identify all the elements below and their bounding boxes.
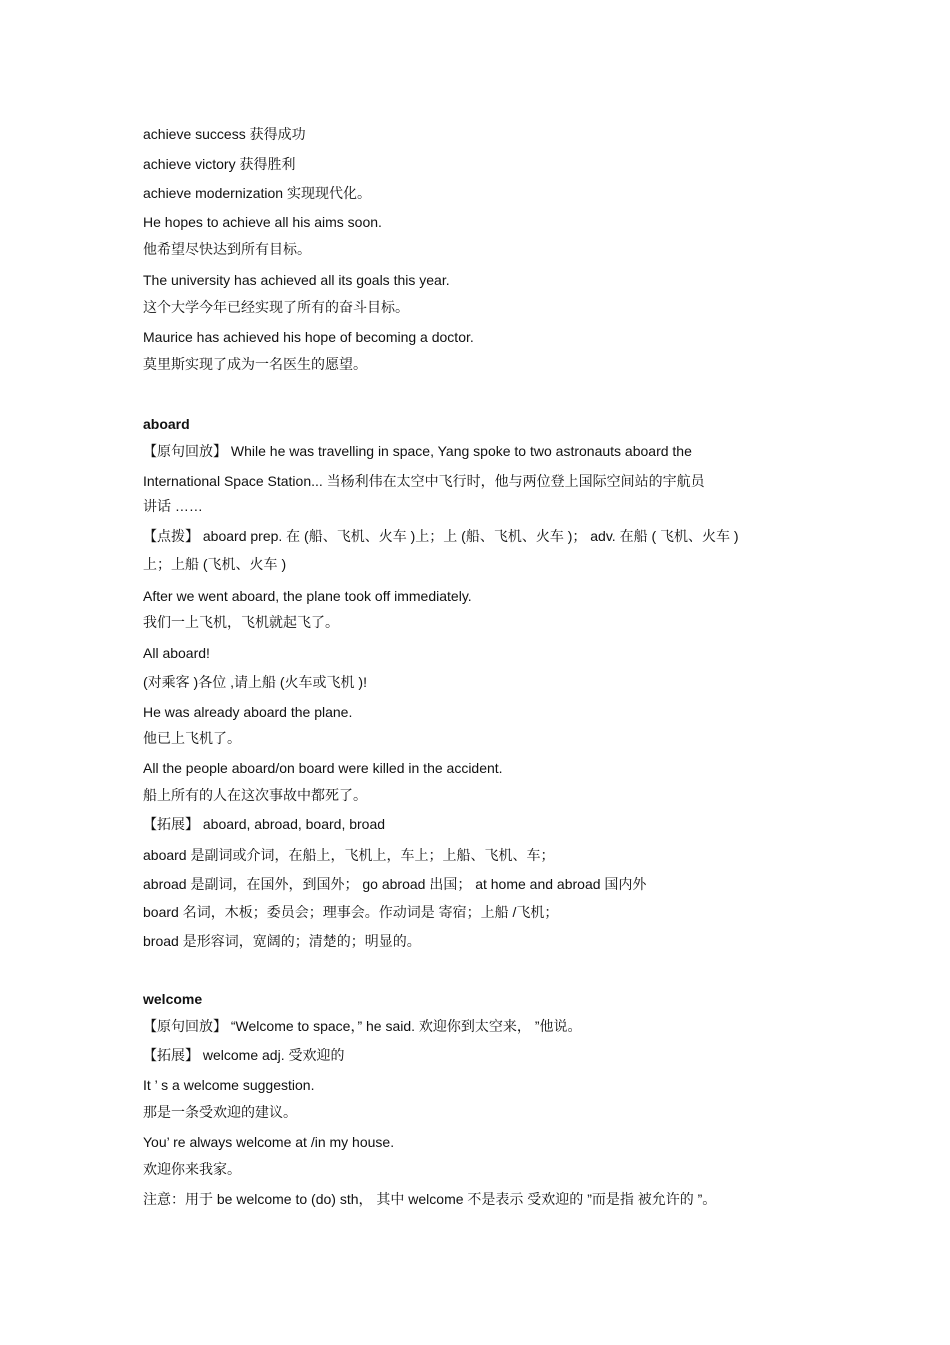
text-line: 【拓展】 welcome adj. 受欢迎的 <box>143 1047 345 1063</box>
text-line: board 名词，木板；委员会；理事会。作动词是 寄宿；上船 /飞机； <box>143 904 559 920</box>
section-heading: welcome <box>143 991 203 1007</box>
example-sentence: He hopes to achieve all his aims soon. <box>143 214 382 230</box>
text-line: aboard 是副词或介词，在船上，飞机上，车上；上船、飞机、车； <box>143 847 555 863</box>
text-line: abroad 是副词，在国外，到国外； go abroad 出国； at home and abroad 国内外 <box>143 876 647 892</box>
example-translation: 我们一上飞机，飞机就起飞了。 <box>143 614 339 630</box>
text-line: achieve modernization 实现现代化。 <box>143 185 371 201</box>
example-translation: 欢迎你来我家。 <box>143 1161 241 1177</box>
text-line: 讲话 …… <box>143 498 203 514</box>
example-translation: 他希望尽快达到所有目标。 <box>143 241 311 257</box>
example-sentence: You’ re always welcome at /in my house. <box>143 1134 395 1150</box>
example-sentence: He was already aboard the plane. <box>143 704 353 720</box>
text-line: achieve victory 获得胜利 <box>143 156 296 172</box>
note-line: 注意：用于 be welcome to (do) sth， 其中 welcome 不是表示 受欢迎的 ”而是指 被允许的 ”。 <box>143 1191 717 1207</box>
example-sentence: Maurice has achieved his hope of becoming a doctor. <box>143 329 474 345</box>
text-line: International Space Station... 当杨利伟在太空中飞行时，他与两位登上国际空间站的宇航员 <box>143 473 705 489</box>
example-sentence: All the people aboard/on board were killed in the accident. <box>143 760 503 776</box>
text-line: 【原句回放】 “Welcome to space，” he said. 欢迎你到太空来， ”他说。 <box>143 1018 582 1034</box>
example-translation: 那是一条受欢迎的建议。 <box>143 1104 297 1120</box>
text-line: 【拓展】 aboard, abroad, board, broad <box>143 816 386 832</box>
example-translation: 他已上飞机了。 <box>143 730 241 746</box>
example-translation: (对乘客 )各位 ,请上船 (火车或飞机 )! <box>143 674 367 690</box>
text-line: 上；上船 (飞机、火车 ) <box>143 556 287 572</box>
example-translation: 莫里斯实现了成为一名医生的愿望。 <box>143 356 367 372</box>
example-sentence: It ’ s a welcome suggestion. <box>143 1077 315 1093</box>
text-line: achieve success 获得成功 <box>143 126 306 142</box>
example-sentence: After we went aboard, the plane took off immediately. <box>143 588 472 604</box>
example-sentence: The university has achieved all its goals this year. <box>143 272 450 288</box>
text-line: broad 是形容词，宽阔的；清楚的；明显的。 <box>143 933 421 949</box>
text-line: 【原句回放】 While he was travelling in space, Yang spoke to two astronauts aboard the <box>143 443 692 459</box>
example-translation: 这个大学今年已经实现了所有的奋斗目标。 <box>143 299 409 315</box>
example-translation: 船上所有的人在这次事故中都死了。 <box>143 787 367 803</box>
text-line: 【点拨】 aboard prep. 在 (船、飞机、火车 )上；上 (船、飞机、火车 )； adv. 在船 ( 飞机、火车 ) <box>143 528 739 544</box>
section-heading: aboard <box>143 416 190 432</box>
example-sentence: All aboard! <box>143 645 210 661</box>
